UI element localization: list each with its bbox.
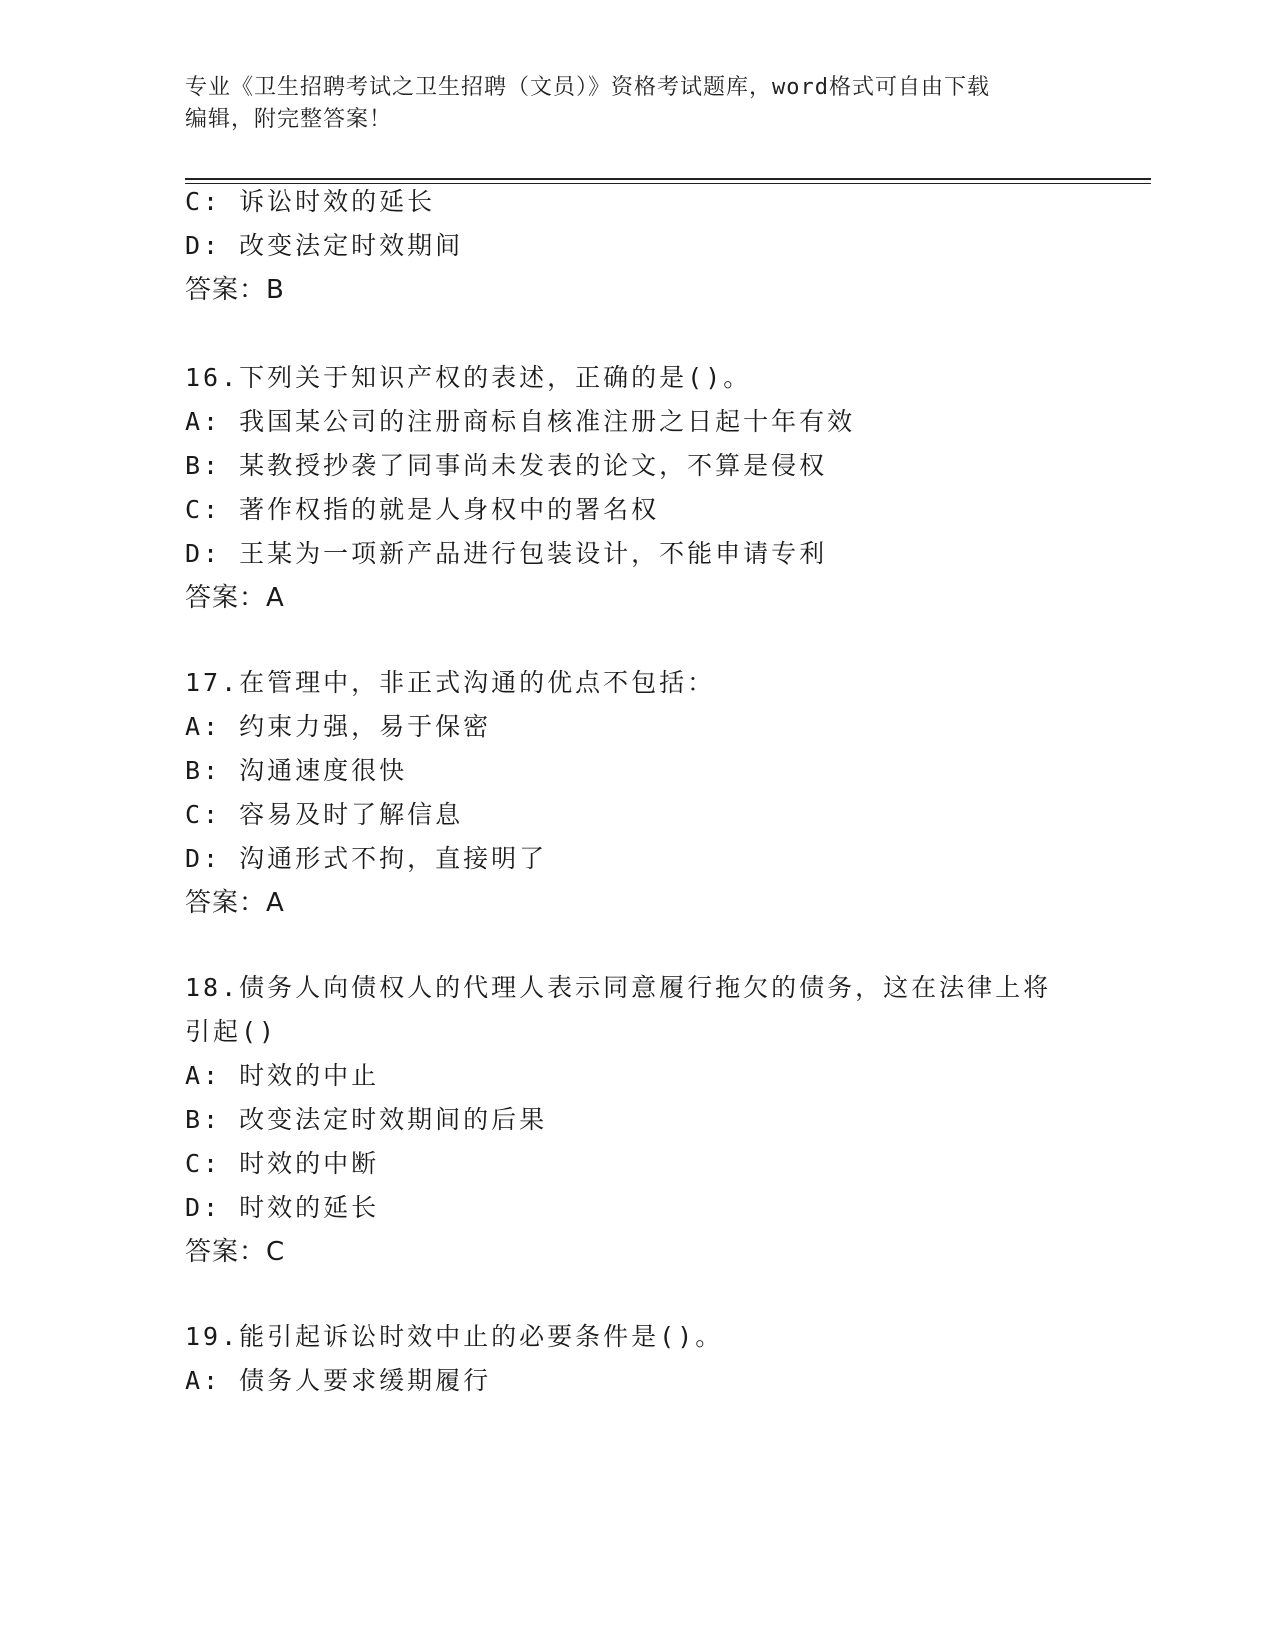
question-18-stem-continued: 引起() <box>185 1017 278 1046</box>
question-16-answer: 答案：A <box>185 583 285 613</box>
question-18-option-c: C: 时效的中断 <box>185 1149 380 1178</box>
question-17-stem: 17.在管理中，非正式沟通的优点不包括： <box>185 668 716 697</box>
question-17-option-d: D: 沟通形式不拘，直接明了 <box>185 844 548 873</box>
question-17-option-c: C: 容易及时了解信息 <box>185 800 464 829</box>
question-18-option-b: B: 改变法定时效期间的后果 <box>185 1105 548 1134</box>
question-16-option-a: A: 我国某公司的注册商标自核准注册之日起十年有效 <box>185 407 856 436</box>
question-17-option-a: A: 约束力强，易于保密 <box>185 712 492 741</box>
question-17-option-b: B: 沟通速度很快 <box>185 756 408 785</box>
question-19-stem: 19.能引起诉讼时效中止的必要条件是()。 <box>185 1322 724 1351</box>
header-title-line2: 编辑，附完整答案！ <box>185 107 393 132</box>
question-18-option-a: A: 时效的中止 <box>185 1061 380 1090</box>
header-title-line1: 专业《卫生招聘考试之卫生招聘（文员）》资格考试题库，word格式可自由下载 <box>185 75 990 100</box>
question-16-option-c: C: 著作权指的就是人身权中的署名权 <box>185 495 660 524</box>
prev-answer: 答案：B <box>185 275 285 305</box>
header-divider-thin <box>185 183 1151 184</box>
question-17-answer: 答案：A <box>185 888 285 918</box>
document-header <box>185 72 1085 136</box>
question-16-option-d: D: 王某为一项新产品进行包装设计，不能申请专利 <box>185 539 828 568</box>
header-divider-thick <box>185 178 1151 180</box>
question-18-stem: 18.债务人向债权人的代理人表示同意履行拖欠的债务，这在法律上将 <box>185 973 1052 1002</box>
prev-option-d: D: 改变法定时效期间 <box>185 231 464 260</box>
question-19-option-a: A: 债务人要求缓期履行 <box>185 1366 492 1395</box>
question-16-stem: 16.下列关于知识产权的表述，正确的是()。 <box>185 363 752 392</box>
question-16-option-b: B: 某教授抄袭了同事尚未发表的论文，不算是侵权 <box>185 451 828 480</box>
prev-option-c: C: 诉讼时效的延长 <box>185 187 436 216</box>
question-18-option-d: D: 时效的延长 <box>185 1193 380 1222</box>
question-18-answer: 答案：C <box>185 1237 286 1267</box>
